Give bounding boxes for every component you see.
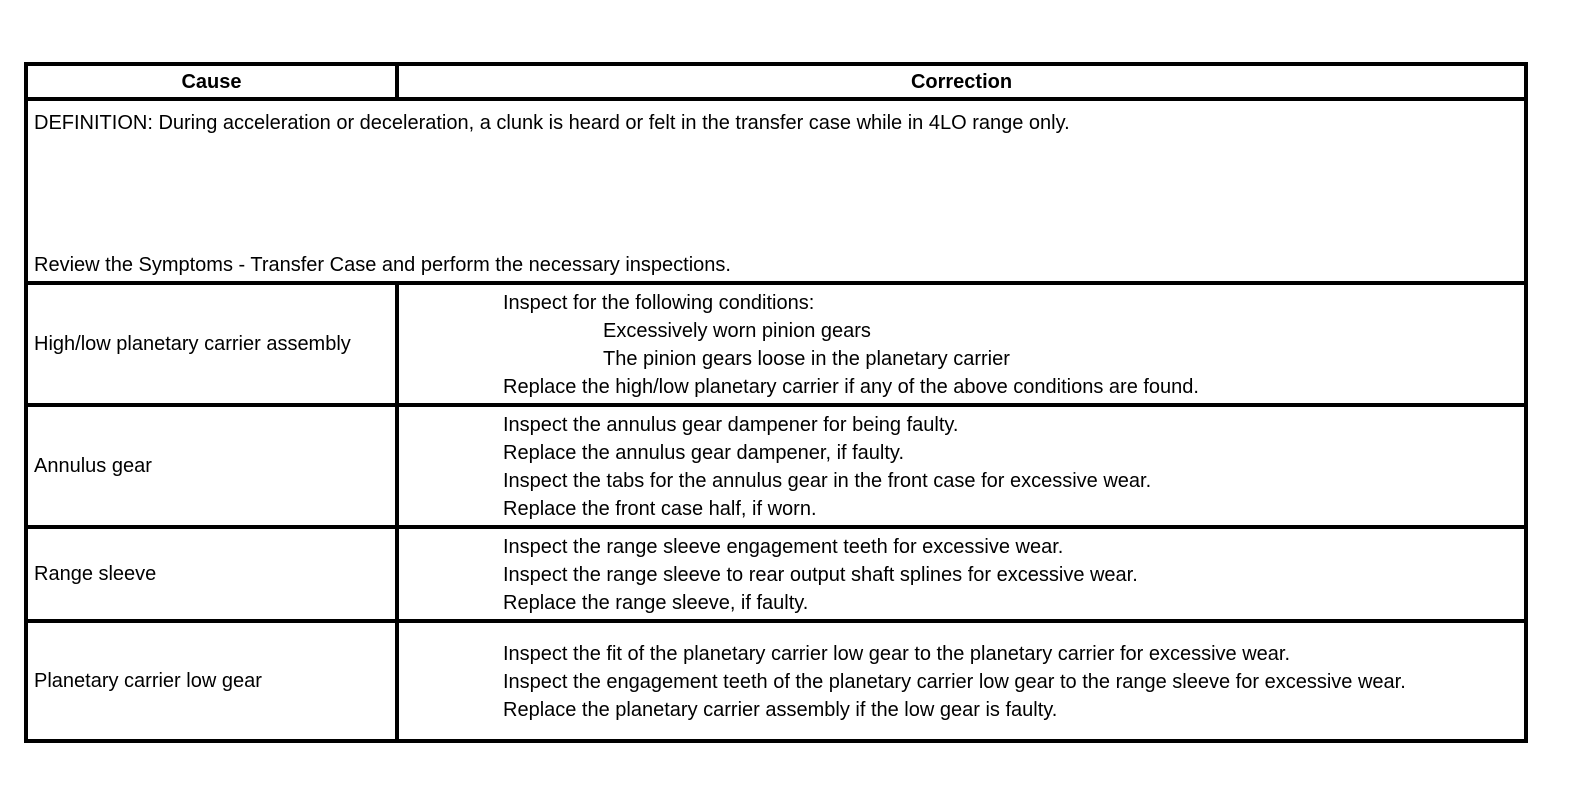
diagnostic-table [24, 62, 1528, 743]
correction-line: Inspect the fit of the planetary carrier low gear to the planetary carrier for excessive wear. [503, 643, 1291, 665]
correction-line: Inspect for the following conditions: [503, 292, 815, 314]
correction-line: Inspect the engagement teeth of the planetary carrier low gear to the range sleeve for excessive wear. [503, 671, 1406, 693]
cause-cell: Annulus gear [26, 405, 397, 527]
table-row [26, 283, 1526, 405]
definition-cell [26, 99, 1526, 283]
correction-line: Inspect the range sleeve engagement teeth for excessive wear. [503, 536, 1064, 558]
condition-item: Excessively worn pinion gears [603, 320, 871, 342]
correction-line: Replace the annulus gear dampener, if faulty. [503, 442, 904, 464]
correction-column-header: Correction [397, 64, 1526, 99]
correction-cell [397, 405, 1526, 527]
correction-cell [397, 283, 1526, 405]
cause-cell: High/low planetary carrier assembly [26, 283, 397, 405]
review-symptoms-text: Review the Symptoms - Transfer Case and perform the necessary inspections. [34, 254, 731, 276]
table-row [26, 527, 1526, 621]
cause-cell: Planetary carrier low gear [26, 621, 397, 741]
definition-row [26, 99, 1526, 283]
condition-item: The pinion gears loose in the planetary carrier [603, 348, 1010, 370]
correction-cell [397, 527, 1526, 621]
correction-cell [397, 621, 1526, 741]
cause-cell: Range sleeve [26, 527, 397, 621]
correction-line: Inspect the tabs for the annulus gear in the front case for excessive wear. [503, 470, 1152, 492]
table-header-row [26, 64, 1526, 99]
correction-line: Replace the high/low planetary carrier if any of the above conditions are found. [503, 376, 1199, 398]
table-row [26, 405, 1526, 527]
correction-line: Inspect the range sleeve to rear output shaft splines for excessive wear. [503, 564, 1138, 586]
correction-line: Inspect the annulus gear dampener for being faulty. [503, 414, 959, 436]
correction-line: Replace the planetary carrier assembly if the low gear is faulty. [503, 699, 1058, 721]
definition-text: DEFINITION: During acceleration or deceleration, a clunk is heard or felt in the transfer case while in 4LO range only. [34, 112, 1070, 134]
correction-line: Replace the range sleeve, if faulty. [503, 592, 809, 614]
correction-line: Replace the front case half, if worn. [503, 498, 817, 520]
table-row [26, 621, 1526, 741]
cause-column-header: Cause [26, 64, 397, 99]
